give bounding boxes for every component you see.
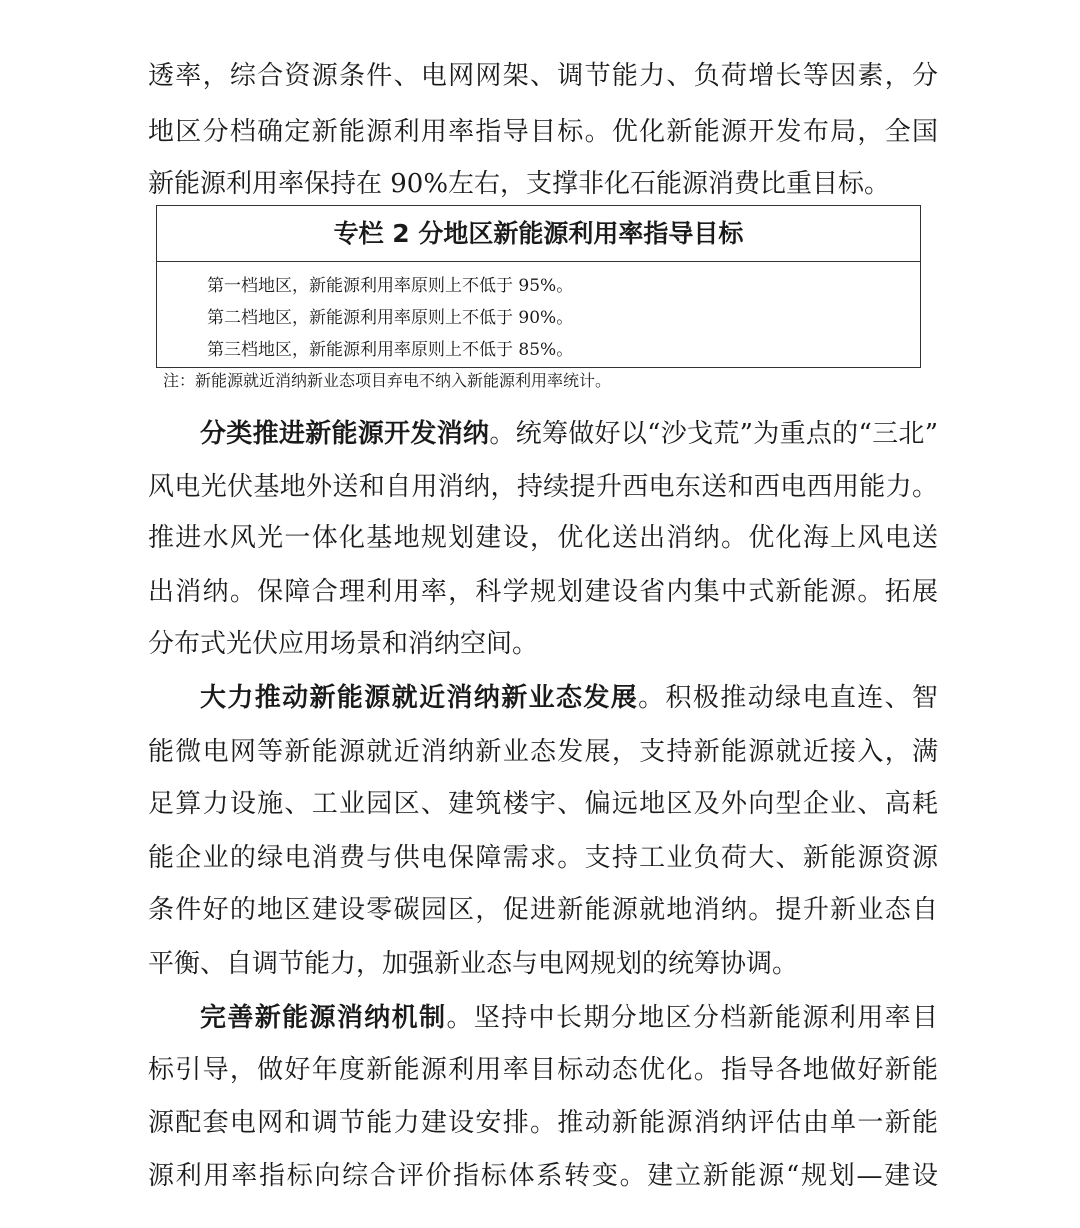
paragraph-line: 能微电网等新能源就近消纳新业态发展，支持新能源就近接入，满	[148, 737, 938, 767]
section-heading: 完善新能源消纳机制	[200, 1003, 447, 1033]
paragraph-line: 平衡、自调节能力，加强新业态与电网规划的统筹协调。	[148, 949, 799, 979]
box-item: 第三档地区，新能源利用率原则上不低于 85%。	[207, 340, 574, 360]
paragraph-line: 风电光伏基地外送和自用消纳，持续提升西电东送和西电西用能力。	[148, 472, 938, 502]
section-heading: 分类推进新能源开发消纳	[200, 419, 490, 449]
box-item: 第二档地区，新能源利用率原则上不低于 90%。	[207, 308, 574, 328]
section-text: 。统筹做好以“沙戈荒”为重点的“三北”	[489, 419, 938, 449]
box-note: 注：新能源就近消纳新业态项目弃电不纳入新能源利用率统计。	[163, 371, 612, 390]
paragraph-line: 分布式光伏应用场景和消纳空间。	[148, 629, 539, 659]
section-first-line	[200, 414, 938, 454]
paragraph-line: 条件好的地区建设零碳园区，促进新能源就地消纳。提升新业态自	[148, 895, 938, 925]
box-item: 第一档地区，新能源利用率原则上不低于 95%。	[207, 276, 574, 296]
paragraph-line: 透率，综合资源条件、电网网架、调节能力、负荷增长等因素，分	[148, 61, 938, 91]
column-box	[156, 205, 921, 368]
paragraph-line: 源利用率指标向综合评价指标体系转变。建立新能源“规划—建设	[148, 1161, 938, 1191]
column-box-title: 专栏 2 分地区新能源利用率指导目标	[157, 206, 920, 262]
paragraph-line: 地区分档确定新能源利用率指导目标。优化新能源开发布局，全国	[148, 117, 938, 147]
paragraph-line: 足算力设施、工业园区、建筑楼宇、偏远地区及外向型企业、高耗	[148, 789, 938, 819]
section-heading: 大力推动新能源就近消纳新业态发展	[200, 683, 639, 713]
paragraph-line: 源配套电网和调节能力建设安排。推动新能源消纳评估由单一新能	[148, 1108, 938, 1138]
paragraph-line: 新能源利用率保持在 90%左右，支撑非化石能源消费比重目标。	[148, 169, 891, 199]
section-first-line	[200, 678, 938, 718]
section-text: 。积极推动绿电直连、智	[638, 683, 938, 713]
paragraph-line: 推进水风光一体化基地规划建设，优化送出消纳。优化海上风电送	[148, 523, 938, 553]
paragraph-line: 能企业的绿电消费与供电保障需求。支持工业负荷大、新能源资源	[148, 843, 938, 873]
section-first-line	[200, 998, 938, 1038]
paragraph-line: 出消纳。保障合理利用率，科学规划建设省内集中式新能源。拓展	[148, 577, 938, 607]
section-text: 。坚持中长期分地区分档新能源利用率目	[446, 1003, 938, 1033]
paragraph-line: 标引导，做好年度新能源利用率目标动态优化。指导各地做好新能	[148, 1055, 938, 1085]
